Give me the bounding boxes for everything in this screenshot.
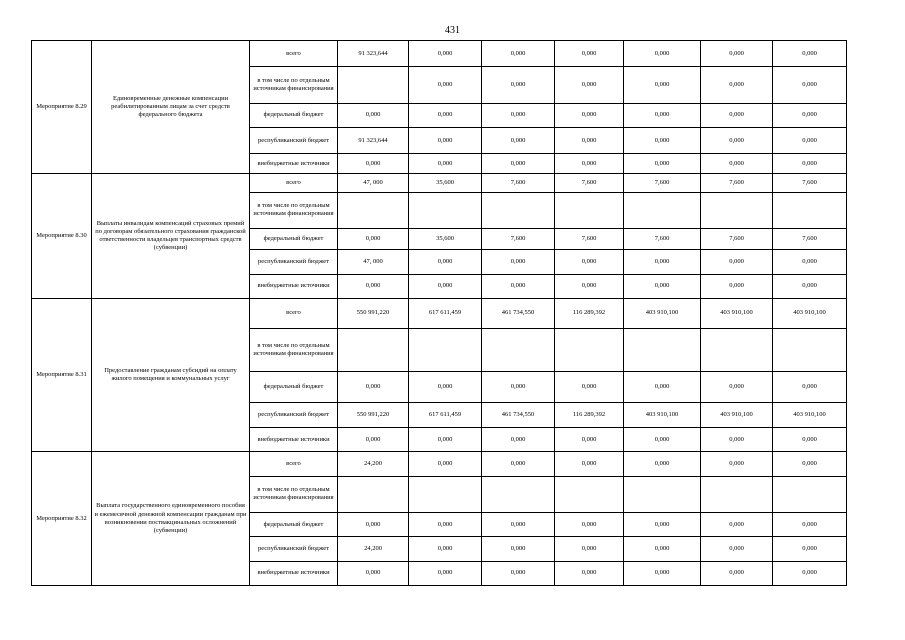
funding-value: 7,600: [624, 174, 701, 192]
funding-value: 0,000: [624, 250, 701, 274]
funding-value: [773, 329, 847, 371]
funding-value: 91 323,644: [338, 41, 409, 67]
funding-value: 0,000: [624, 274, 701, 298]
funding-value: 0,000: [482, 250, 555, 274]
funding-source: федеральный бюджет: [250, 513, 338, 537]
funding-source: всего: [250, 298, 338, 328]
funding-value: 0,000: [701, 274, 773, 298]
measure-name: Выплата государственного единовременного пособия и ежемесячной денежной компенсации гражданам при возникновении поствакцинальных осложнений (субвенции): [92, 452, 250, 586]
funding-value: 0,000: [555, 127, 624, 153]
funding-value: 0,000: [701, 561, 773, 585]
funding-source: республиканский бюджет: [250, 402, 338, 427]
funding-value: 0,000: [701, 371, 773, 402]
funding-value: [409, 192, 482, 228]
funding-value: 0,000: [773, 452, 847, 476]
funding-source: республиканский бюджет: [250, 127, 338, 153]
funding-value: 0,000: [409, 371, 482, 402]
measure-code: Мероприятие 8.32: [32, 452, 92, 586]
funding-value: 0,000: [624, 371, 701, 402]
funding-value: 0,000: [555, 561, 624, 585]
funding-value: [701, 329, 773, 371]
funding-value: 91 323,644: [338, 127, 409, 153]
funding-value: 0,000: [701, 428, 773, 452]
funding-value: 0,000: [624, 154, 701, 174]
funding-value: 7,600: [555, 229, 624, 250]
funding-value: 0,000: [482, 371, 555, 402]
funding-value: 0,000: [773, 154, 847, 174]
table-row: [32, 174, 847, 192]
funding-value: 0,000: [409, 41, 482, 67]
funding-value: 0,000: [773, 561, 847, 585]
funding-value: 7,600: [555, 174, 624, 192]
funding-value: 0,000: [624, 513, 701, 537]
funding-value: [482, 329, 555, 371]
funding-value: [482, 476, 555, 512]
funding-value: 0,000: [482, 428, 555, 452]
funding-value: [338, 329, 409, 371]
funding-value: 0,000: [555, 67, 624, 103]
funding-value: 0,000: [701, 250, 773, 274]
funding-value: 0,000: [555, 103, 624, 127]
funding-value: 403 910,100: [624, 298, 701, 328]
funding-value: 35,600: [409, 174, 482, 192]
funding-value: 461 734,550: [482, 402, 555, 427]
funding-value: 403 910,100: [624, 402, 701, 427]
measure-code: Мероприятие 8.31: [32, 298, 92, 452]
funding-value: 0,000: [482, 537, 555, 561]
funding-value: [624, 476, 701, 512]
budget-table-body: [32, 41, 847, 586]
funding-value: [338, 192, 409, 228]
measure-name: Единовременные денежные компенсации реабилитированным лицам за счет средств федерального бюджета: [92, 41, 250, 174]
funding-value: 0,000: [338, 513, 409, 537]
funding-source: федеральный бюджет: [250, 371, 338, 402]
funding-value: 0,000: [338, 274, 409, 298]
funding-value: 0,000: [555, 41, 624, 67]
measure-code: Мероприятие 8.30: [32, 174, 92, 298]
funding-value: 0,000: [409, 103, 482, 127]
funding-source: внебюджетные источники: [250, 274, 338, 298]
funding-value: 0,000: [482, 561, 555, 585]
funding-value: [701, 192, 773, 228]
funding-value: 0,000: [409, 428, 482, 452]
funding-value: 0,000: [338, 371, 409, 402]
funding-value: 0,000: [482, 154, 555, 174]
funding-value: 617 611,459: [409, 402, 482, 427]
funding-value: [555, 192, 624, 228]
table-row: [32, 41, 847, 67]
funding-value: 550 991,220: [338, 402, 409, 427]
funding-value: 0,000: [338, 154, 409, 174]
funding-value: [624, 192, 701, 228]
funding-source: всего: [250, 174, 338, 192]
funding-source: всего: [250, 452, 338, 476]
funding-source: республиканский бюджет: [250, 250, 338, 274]
funding-value: [555, 476, 624, 512]
funding-value: 0,000: [338, 561, 409, 585]
funding-value: 0,000: [701, 67, 773, 103]
funding-value: 617 611,459: [409, 298, 482, 328]
funding-value: 0,000: [409, 452, 482, 476]
funding-value: 0,000: [701, 127, 773, 153]
funding-value: 0,000: [624, 428, 701, 452]
funding-value: 0,000: [773, 274, 847, 298]
funding-value: 0,000: [773, 127, 847, 153]
funding-value: 0,000: [409, 127, 482, 153]
funding-value: 7,600: [482, 229, 555, 250]
funding-value: 0,000: [624, 127, 701, 153]
funding-value: 0,000: [482, 41, 555, 67]
funding-value: 24,200: [338, 452, 409, 476]
funding-value: 7,600: [624, 229, 701, 250]
funding-value: 0,000: [482, 274, 555, 298]
funding-value: 0,000: [555, 428, 624, 452]
funding-value: 0,000: [624, 452, 701, 476]
funding-value: [409, 329, 482, 371]
funding-value: 7,600: [701, 174, 773, 192]
funding-source: федеральный бюджет: [250, 103, 338, 127]
funding-value: 0,000: [555, 452, 624, 476]
funding-value: 24,200: [338, 537, 409, 561]
funding-value: 0,000: [555, 513, 624, 537]
table-row: [32, 298, 847, 328]
funding-value: 403 910,100: [773, 298, 847, 328]
funding-value: 0,000: [409, 250, 482, 274]
table-row: [32, 452, 847, 476]
funding-value: [773, 192, 847, 228]
funding-value: 0,000: [701, 452, 773, 476]
funding-value: 116 289,392: [555, 298, 624, 328]
funding-value: 0,000: [409, 154, 482, 174]
funding-value: 0,000: [624, 537, 701, 561]
funding-value: 0,000: [773, 103, 847, 127]
budget-table: [31, 40, 847, 586]
funding-source: в том числе по отдельным источникам финансирования: [250, 476, 338, 512]
funding-value: 550 991,220: [338, 298, 409, 328]
funding-source: внебюджетные источники: [250, 561, 338, 585]
funding-value: [338, 476, 409, 512]
funding-value: 0,000: [555, 274, 624, 298]
funding-value: 0,000: [701, 513, 773, 537]
funding-value: 0,000: [624, 67, 701, 103]
funding-value: 461 734,550: [482, 298, 555, 328]
funding-value: 0,000: [338, 229, 409, 250]
funding-value: 403 910,100: [701, 298, 773, 328]
funding-value: 0,000: [773, 41, 847, 67]
funding-value: 0,000: [773, 513, 847, 537]
funding-source: внебюджетные источники: [250, 154, 338, 174]
funding-value: 7,600: [773, 174, 847, 192]
funding-value: 403 910,100: [701, 402, 773, 427]
funding-value: 0,000: [409, 561, 482, 585]
funding-value: 0,000: [773, 428, 847, 452]
funding-source: всего: [250, 41, 338, 67]
funding-value: 0,000: [701, 41, 773, 67]
measure-name: Выплаты инвалидам компенсаций страховых премий по договорам обязательного страхования гражданской ответственности владельцев транспортных средств (субвенции): [92, 174, 250, 298]
funding-value: [624, 329, 701, 371]
funding-value: 35,600: [409, 229, 482, 250]
funding-value: 0,000: [555, 154, 624, 174]
funding-value: 0,000: [482, 513, 555, 537]
funding-value: 0,000: [773, 371, 847, 402]
funding-value: 0,000: [555, 371, 624, 402]
funding-value: 0,000: [482, 127, 555, 153]
measure-name: Предоставление гражданам субсидий на оплату жилого помещения и коммунальных услуг: [92, 298, 250, 452]
funding-source: в том числе по отдельным источникам финансирования: [250, 329, 338, 371]
funding-value: 0,000: [624, 103, 701, 127]
funding-value: 0,000: [701, 154, 773, 174]
funding-value: 0,000: [773, 67, 847, 103]
funding-value: 0,000: [773, 250, 847, 274]
funding-value: 0,000: [409, 67, 482, 103]
funding-value: 0,000: [482, 67, 555, 103]
funding-source: внебюджетные источники: [250, 428, 338, 452]
funding-value: 0,000: [482, 103, 555, 127]
funding-value: 0,000: [555, 537, 624, 561]
funding-value: [701, 476, 773, 512]
funding-value: 47, 000: [338, 250, 409, 274]
funding-source: республиканский бюджет: [250, 537, 338, 561]
funding-value: [773, 476, 847, 512]
funding-value: [409, 476, 482, 512]
funding-value: 0,000: [555, 250, 624, 274]
funding-value: 7,600: [773, 229, 847, 250]
funding-value: 0,000: [409, 513, 482, 537]
funding-source: в том числе по отдельным источникам финансирования: [250, 192, 338, 228]
funding-value: 0,000: [701, 537, 773, 561]
funding-value: [338, 67, 409, 103]
funding-source: федеральный бюджет: [250, 229, 338, 250]
measure-code: Мероприятие 8.29: [32, 41, 92, 174]
funding-value: 0,000: [409, 274, 482, 298]
funding-value: 47, 000: [338, 174, 409, 192]
funding-value: 0,000: [338, 103, 409, 127]
funding-value: 403 910,100: [773, 402, 847, 427]
funding-value: 0,000: [624, 561, 701, 585]
funding-value: 0,000: [482, 452, 555, 476]
page-number: 431: [445, 25, 460, 36]
funding-value: 7,600: [482, 174, 555, 192]
funding-source: в том числе по отдельным источникам финансирования: [250, 67, 338, 103]
funding-value: 0,000: [338, 428, 409, 452]
funding-value: [555, 329, 624, 371]
funding-value: 7,600: [701, 229, 773, 250]
funding-value: 0,000: [624, 41, 701, 67]
funding-value: [482, 192, 555, 228]
funding-value: 116 289,392: [555, 402, 624, 427]
funding-value: 0,000: [701, 103, 773, 127]
funding-value: 0,000: [773, 537, 847, 561]
funding-value: 0,000: [409, 537, 482, 561]
